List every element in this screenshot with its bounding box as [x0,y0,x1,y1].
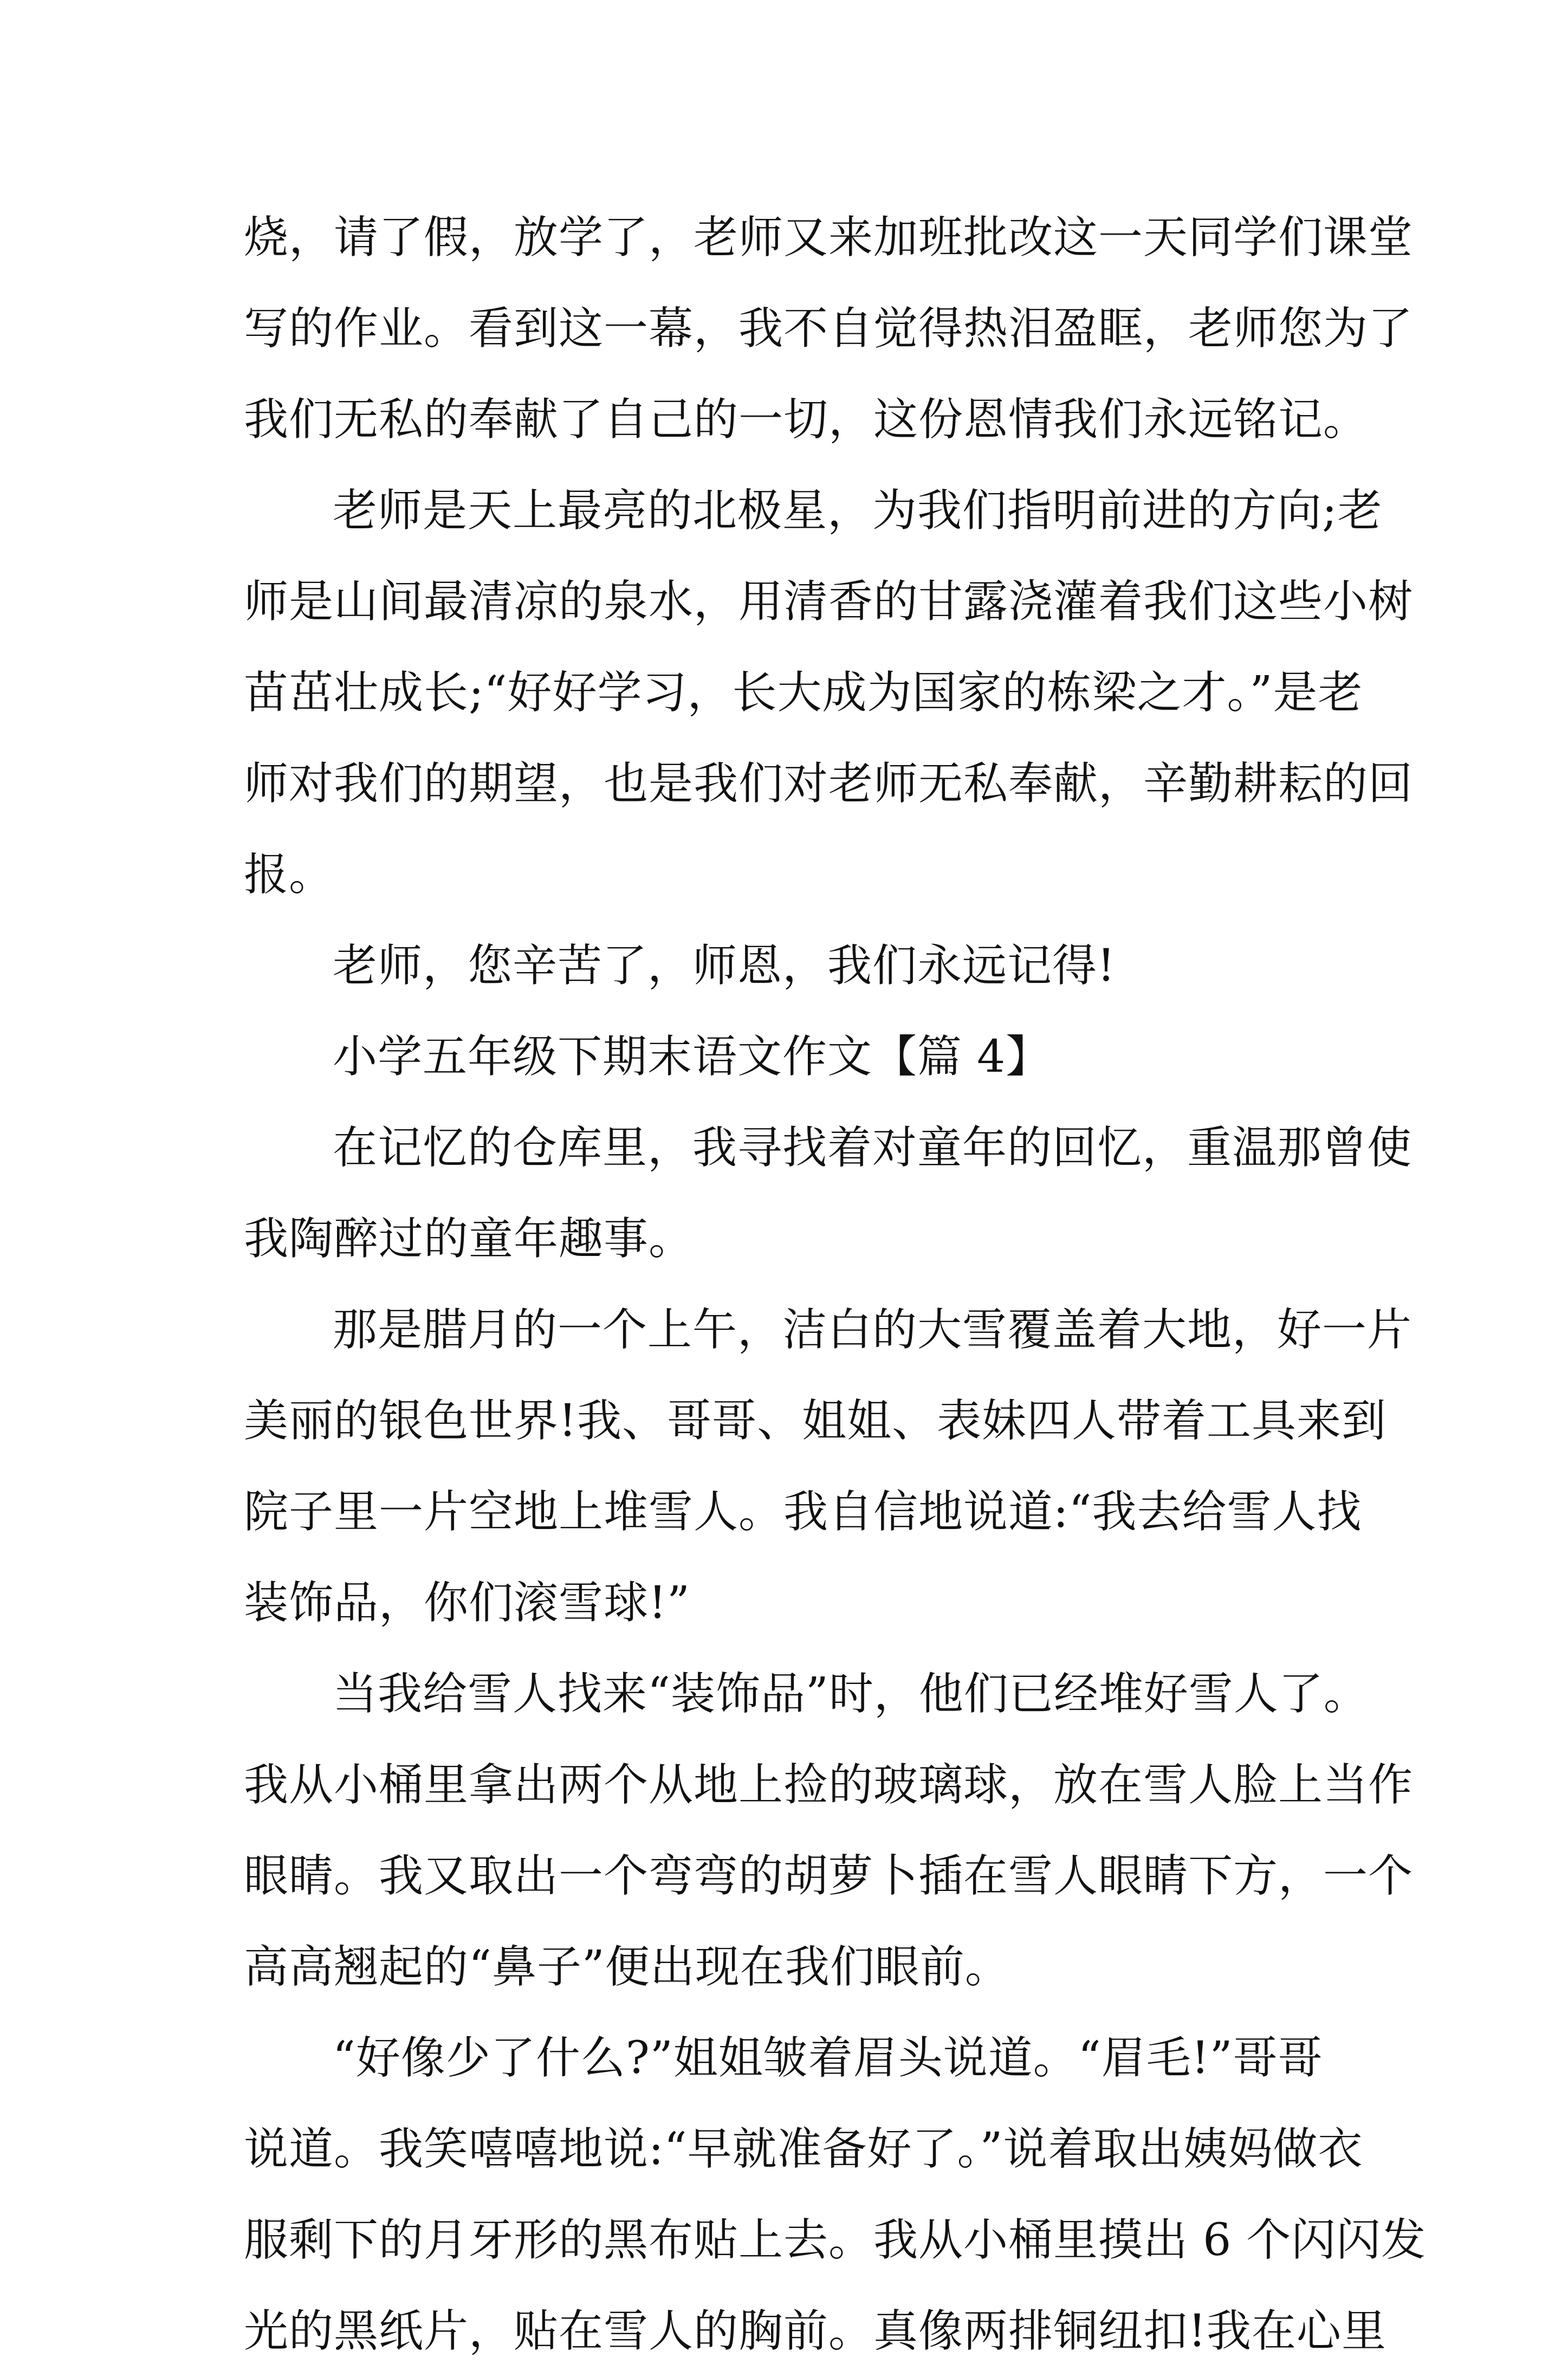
text-line: 老师，您辛苦了，师恩，我们永远记得! [333,940,1116,992]
document-body [244,192,1427,2377]
text-line: 在记忆的仓库里，我寻找着对童年的回忆，重温那曾使 [333,1122,1413,1174]
text-line: 说道。我笑嘻嘻地说:“早就准备好了。”说着取出姨妈做衣 [244,2123,1363,2175]
text-line: 高高翘起的“鼻子”便出现在我们眼前。 [244,1941,1010,1993]
text-line: 我陶醉过的童年趣事。 [244,1213,694,1265]
text-line: 师对我们的期望，也是我们对老师无私奉献，辛勤耕耘的回 [244,758,1414,809]
text-line: 那是腊月的一个上午，洁白的大雪覆盖着大地，好一片 [333,1304,1413,1356]
text-line: 报。 [244,849,334,901]
text-line: 光的黑纸片，贴在雪人的胸前。真像两排铜纽扣!我在心里 [244,2305,1386,2357]
text-line: 烧，请了假，放学了，老师又来加班批改这一天同学们课堂 [244,212,1414,263]
text-line: 老师是天上最亮的北极星，为我们指明前进的方向;老 [333,485,1383,536]
text-line: “好像少了什么?”姐姐皱着眉头说道。“眉毛!”哥哥 [333,2032,1323,2084]
text-line: 苗茁壮成长;“好好学习，长大成为国家的栋梁之才。”是老 [244,667,1363,718]
text-line: 眼睛。我又取出一个弯弯的胡萝卜插在雪人眼睛下方，一个 [244,1850,1414,1902]
text-line: 师是山间最清凉的泉水，用清香的甘露浇灌着我们这些小树 [244,576,1414,627]
text-line: 服剩下的月牙形的黑布贴上去。我从小桶里摸出 6 个闪闪发 [244,2214,1427,2266]
text-line: 美丽的银色世界!我、哥哥、姐姐、表妹四人带着工具来到 [244,1395,1386,1447]
text-line: 我们无私的奉献了自己的一切，这份恩情我们永远铭记。 [244,394,1369,445]
text-line: 写的作业。看到这一幕，我不自觉得热泪盈眶，老师您为了 [244,303,1414,354]
text-line: 当我给雪人找来“装饰品”时，他们已经堆好雪人了。 [333,1668,1369,1720]
text-line: 装饰品，你们滚雪球!” [244,1577,690,1629]
text-line: 院子里一片空地上堆雪人。我自信地说道:“我去给雪人找 [244,1486,1362,1538]
text-line: 小学五年级下期末语文作文【篇 4】 [333,1031,1051,1083]
text-line: 我从小桶里拿出两个从地上捡的玻璃球，放在雪人脸上当作 [244,1759,1414,1811]
